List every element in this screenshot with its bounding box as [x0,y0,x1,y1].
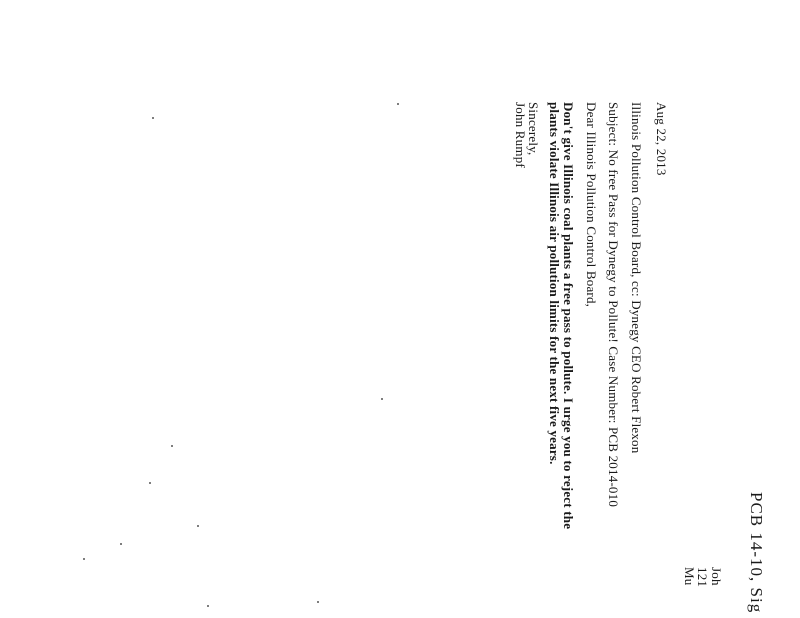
scan-speck [397,103,399,105]
scan-speck [83,558,85,560]
scan-speck [152,117,154,119]
scan-speck [197,525,199,527]
letter-subject: Subject: No free Pass for Dynegy to Pollute! Case Number: PCB 2014-010 [606,102,621,508]
scan-speck [317,601,319,603]
scan-speck [207,605,209,607]
scan-speck [381,398,383,400]
letter-signature: John Rumpf [513,102,528,168]
letter-closing: Sincerely, [526,102,541,156]
sender-address-line-2: 121 [695,567,710,588]
case-reference-header: PCB 14-10, Sig [747,492,766,614]
letter-body-line-2: plants violate Illinois air pollution limits for the next five years. [547,102,562,465]
scan-speck [120,543,122,545]
scan-speck [171,445,173,447]
letter-salutation: Dear Illinois Pollution Control Board, [584,102,599,308]
letter-date: Aug 22, 2013 [654,102,669,176]
sender-address-line-3: Mu [682,567,697,586]
letter-recipient: Illinois Pollution Control Board, cc: Dynegy CEO Robert Flexon [629,102,644,454]
letter-body-line-1: Don't give Illinois coal plants a free pass to pollute. I urge you to reject the [561,102,576,530]
scan-speck [149,482,151,484]
sender-address-line-1: Joh [709,567,724,586]
